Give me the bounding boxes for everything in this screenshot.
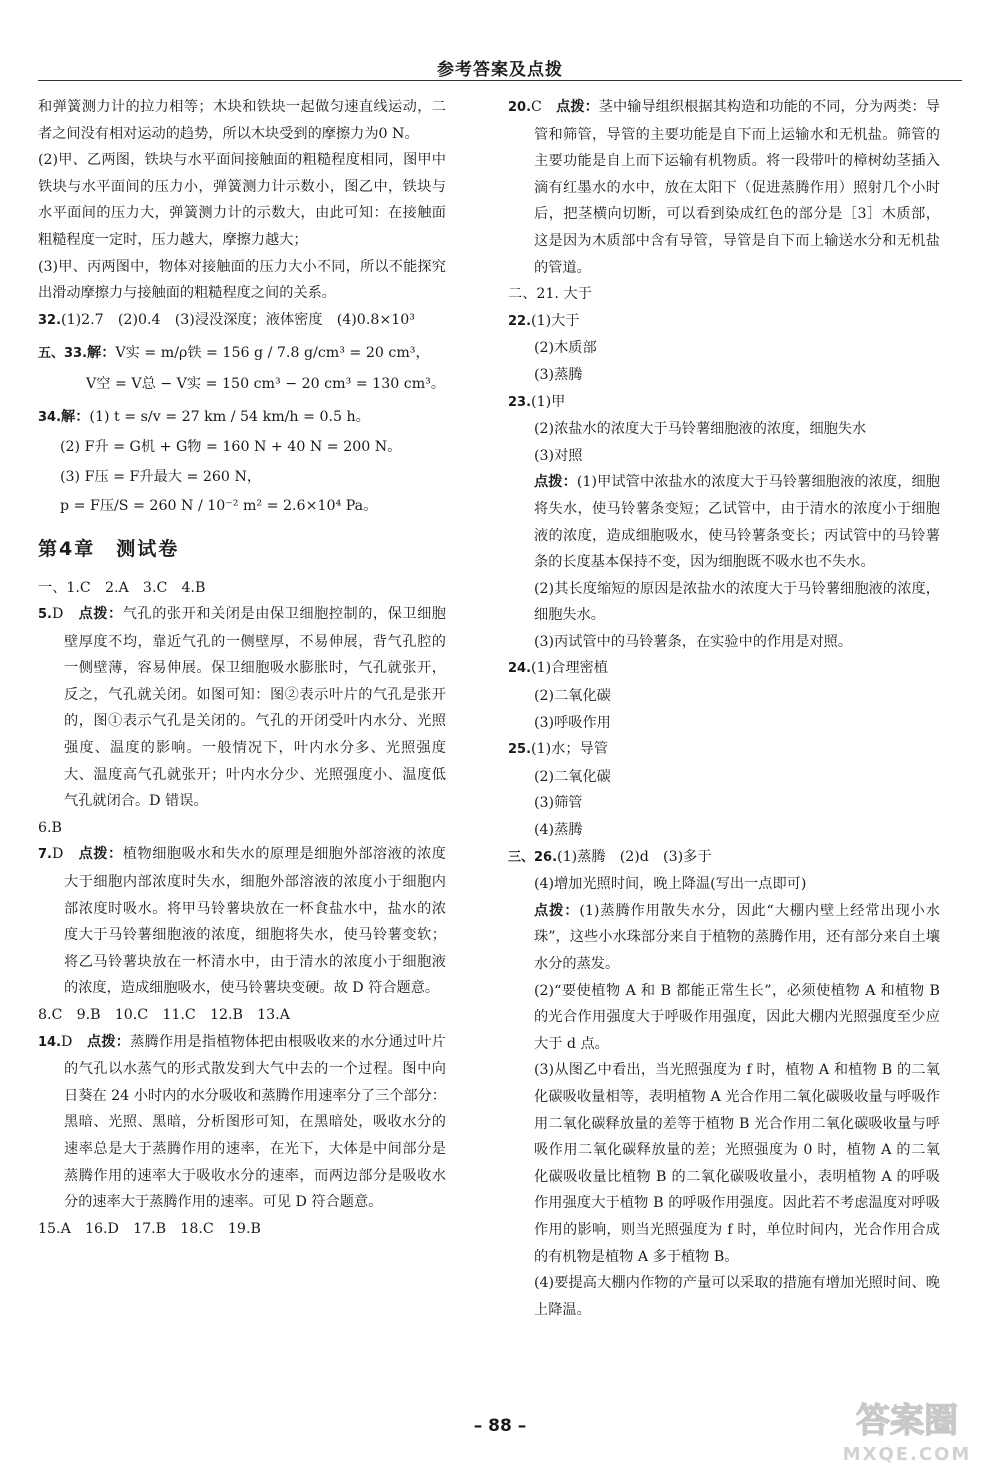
page-number: – 88 – (473, 1416, 527, 1436)
header-rule (38, 80, 962, 81)
left-column (38, 94, 446, 1242)
answer-23-tip-2: (2)其长度缩短的原因是浓盐水的浓度大于马铃薯细胞液的浓度，细胞失水。 (534, 580, 940, 624)
answer-23-tip-3: (3)丙试管中的马铃薯条，在实验中的作用是对照。 (534, 633, 853, 650)
watermark-logo (832, 1388, 982, 1466)
answer-14: 14.D 点拨：蒸腾作用是指植物体把由根吸收来的水分通过叶片的气孔以水蒸气的形式散发到大气中去的一个过程。图中向日葵在 24 小时内的水分吸收和蒸腾作用速率分了三个部分：黑暗、光照、黑暗，分析图形可知，在黑暗处，吸收水分的速率总是大于蒸腾作用的速率，在光下，大体是中间部分是蒸腾作用的速率大于吸收水分的速率，而两边部分是吸收水分的速率大于蒸腾作用的速率。可见 D 符合题意。 (38, 1033, 446, 1211)
answer-34: 34.解：(1) t = s/v = 27 km / 54 km/h = 0.5 h。 (38, 408, 370, 425)
answer-21: 二、21. 大于 (508, 286, 592, 303)
answer-25: 25.(1)水；导管 (508, 741, 608, 758)
answer-26-tip-3: (3)从图乙中看出，当光照强度为 f 时，植物 A 和植物 B 的二氧化碳吸收量相等，表明植物 A 光合作用二氧化碳吸收量与呼吸作用二氧化碳释放量的差等于植物 B 光合作用二氧化碳吸收量与呼吸作用二氧化碳释放量的差；光照强度为 0 时，植物 A 的二氧化碳吸收量比植物 B 的二氧化碳吸收量小，表明植物 A 的呼吸作用强度大于植物 B 的呼吸作用强度。因此若不考虑温度对呼吸作用的影响，则当光照强度为 f 时，单位时间内，光合作用合成的有机物是植物 A 多于植物 B。 (534, 1062, 940, 1265)
answer-33-line2: V空 = V总 − V实 = 150 cm³ − 20 cm³ = 130 cm³。 (86, 375, 446, 392)
answer-24-2: (2)二氧化碳 (534, 688, 611, 705)
answer-34-line4: p = F压/S = 260 N / 10⁻² m² = 2.6×10⁴ Pa。 (60, 498, 378, 515)
watermark-brand: 答案圈 (856, 1401, 958, 1441)
answer-31-cont-2: (2)甲、乙两图，铁块与水平面间接触面的粗糙程度相同，图甲中铁块与水平面间的压力小，弹簧测力计示数小，图乙中，铁块与水平面间的压力大，弹簧测力计的示数大，由此可知：在接触面粗糙程度一定时，压力越大，摩擦力越大； (38, 152, 446, 248)
answer-23-tip-1: 点拨：(1)甲试管中浓盐水的浓度大于马铃薯细胞液的浓度，细胞将失水，使马铃薯条变短；乙试管中，由于清水的浓度小于细胞液的浓度，造成细胞吸水，使马铃薯条变长；丙试管中的马铃薯条的长度基本保持不变，因为细胞既不吸水也不失水。 (534, 474, 940, 571)
answer-33: 五、33.解：V实 = m/ρ铁 = 156 g / 7.8 g/cm³ = 20 cm³， (38, 345, 430, 362)
answer-7: 7.D 点拨：植物细胞吸水和失水的原理是细胞外部溶液的浓度大于细胞内部浓度时失水，细胞外部溶液的浓度小于细胞内部浓度时吸水。将甲马铃薯块放在一杯食盐水中，盐水的浓度大于马铃薯细胞液的浓度，细胞将失水，使马铃薯变软；将乙马铃薯块放在一杯清水中，由于清水的浓度小于细胞液的浓度，造成细胞吸水，使马铃薯块变硬。故 D 符合题意。 (38, 846, 446, 997)
answers-15-19: 15.A 16.D 17.B 18.C 19.B (38, 1220, 261, 1237)
answer-26-tip-1: 点拨：(1)蒸腾作用散失水分，因此“大棚内壁上经常出现小水珠”，这些小水珠部分来自于植物的蒸腾作用，还有部分来自土壤水分的蒸发。 (534, 902, 940, 972)
answer-23-3: (3)对照 (534, 447, 583, 464)
answers-8-13: 8.C 9.B 10.C 11.C 12.B 13.A (38, 1007, 290, 1023)
answer-26: 三、26.(1)蒸腾 (2)d (3)多于 (508, 848, 712, 865)
answer-32: 32.(1)2.7 (2)0.4 (3)浸没深度；液体密度 (4)0.8×10³ (38, 311, 415, 328)
answer-26-4: (4)增加光照时间，晚上降温(写出一点即可) (534, 876, 807, 893)
answer-25-2: (2)二氧化碳 (534, 768, 611, 785)
answer-34-line3: (3) F压 = F升最大 = 260 N， (60, 468, 262, 485)
answer-26-tip-2: (2)“要使植物 A 和 B 都能正常生长”，必须使植物 A 和植物 B 的光合作用强度大于呼吸作用强度，因此大棚内光照强度至少应大于 d 点。 (534, 982, 940, 1052)
answer-22: 22.(1)大于 (508, 312, 580, 329)
answer-25-3: (3)筛管 (534, 795, 583, 812)
answer-31-cont-1: 和弹簧测力计的拉力相等；木块和铁块一起做匀速直线运动，二者之间没有相对运动的趋势，所以木块受到的摩擦力为0 N。 (38, 99, 446, 142)
answer-24: 24.(1)合理密植 (508, 660, 608, 677)
answers-1-4: 一、1.C 2.A 3.C 4.B (38, 579, 206, 596)
page-header-title: 参考答案及点拨 (437, 60, 563, 80)
chapter-title: 第4章 测试卷 (38, 537, 180, 560)
answer-22-3: (3)蒸腾 (534, 366, 583, 383)
answer-23-2: (2)浓盐水的浓度大于马铃薯细胞液的浓度，细胞失水 (534, 421, 867, 438)
answer-31-cont-3: (3)甲、丙两图中，物体对接触面的压力大小不同，所以不能探究出滑动摩擦力与接触面的粗糙程度之间的关系。 (38, 258, 446, 302)
answer-25-4: (4)蒸腾 (534, 822, 583, 839)
answer-34-line2: (2) F升 = G机 + G物 = 160 N + 40 N = 200 N。 (60, 439, 402, 456)
right-column (508, 94, 940, 1323)
watermark-url: MXQE.COM (842, 1444, 972, 1465)
answer-26-tip-4: (4)要提高大棚内作物的产量可以采取的措施有增加光照时间、晚上降温。 (534, 1275, 940, 1318)
answer-24-3: (3)呼吸作用 (534, 714, 611, 731)
answer-23: 23.(1)甲 (508, 393, 566, 410)
answer-5: 5.D 点拨：气孔的张开和关闭是由保卫细胞控制的，保卫细胞壁厚度不均，靠近气孔的一侧壁厚，不易伸展，背气孔腔的一侧壁薄，容易伸展。保卫细胞吸水膨胀时，气孔就张开，反之，气孔就关闭。如图可知：图②表示叶片的气孔是张开的，图①表示气孔是关闭的。气孔的开闭受叶内水分、光照强度、温度的影响。一般情况下，叶内水分多、光照强度大、温度高气孔就张开；叶内水分少、光照强度小、温度低气孔就闭合。D 错误。 (38, 606, 446, 810)
answer-22-2: (2)木质部 (534, 340, 597, 357)
answer-6: 6.B (38, 819, 62, 836)
answer-20: 20.C 点拨：茎中输导组织根据其构造和功能的不同，分为两类：导管和筛管，导管的主要功能是自下而上运输水和无机盐。筛管的主要功能是自上而下运输有机物质。将一段带叶的樟树幼茎插入滴有红墨水的水中，放在太阳下（促进蒸腾作用）照射几个小时后，把茎横向切断，可以看到染成红色的部分是［3］木质部，这是因为木质部中含有导管，导管是自下而上输送水分和无机盐的管道。 (508, 99, 940, 276)
